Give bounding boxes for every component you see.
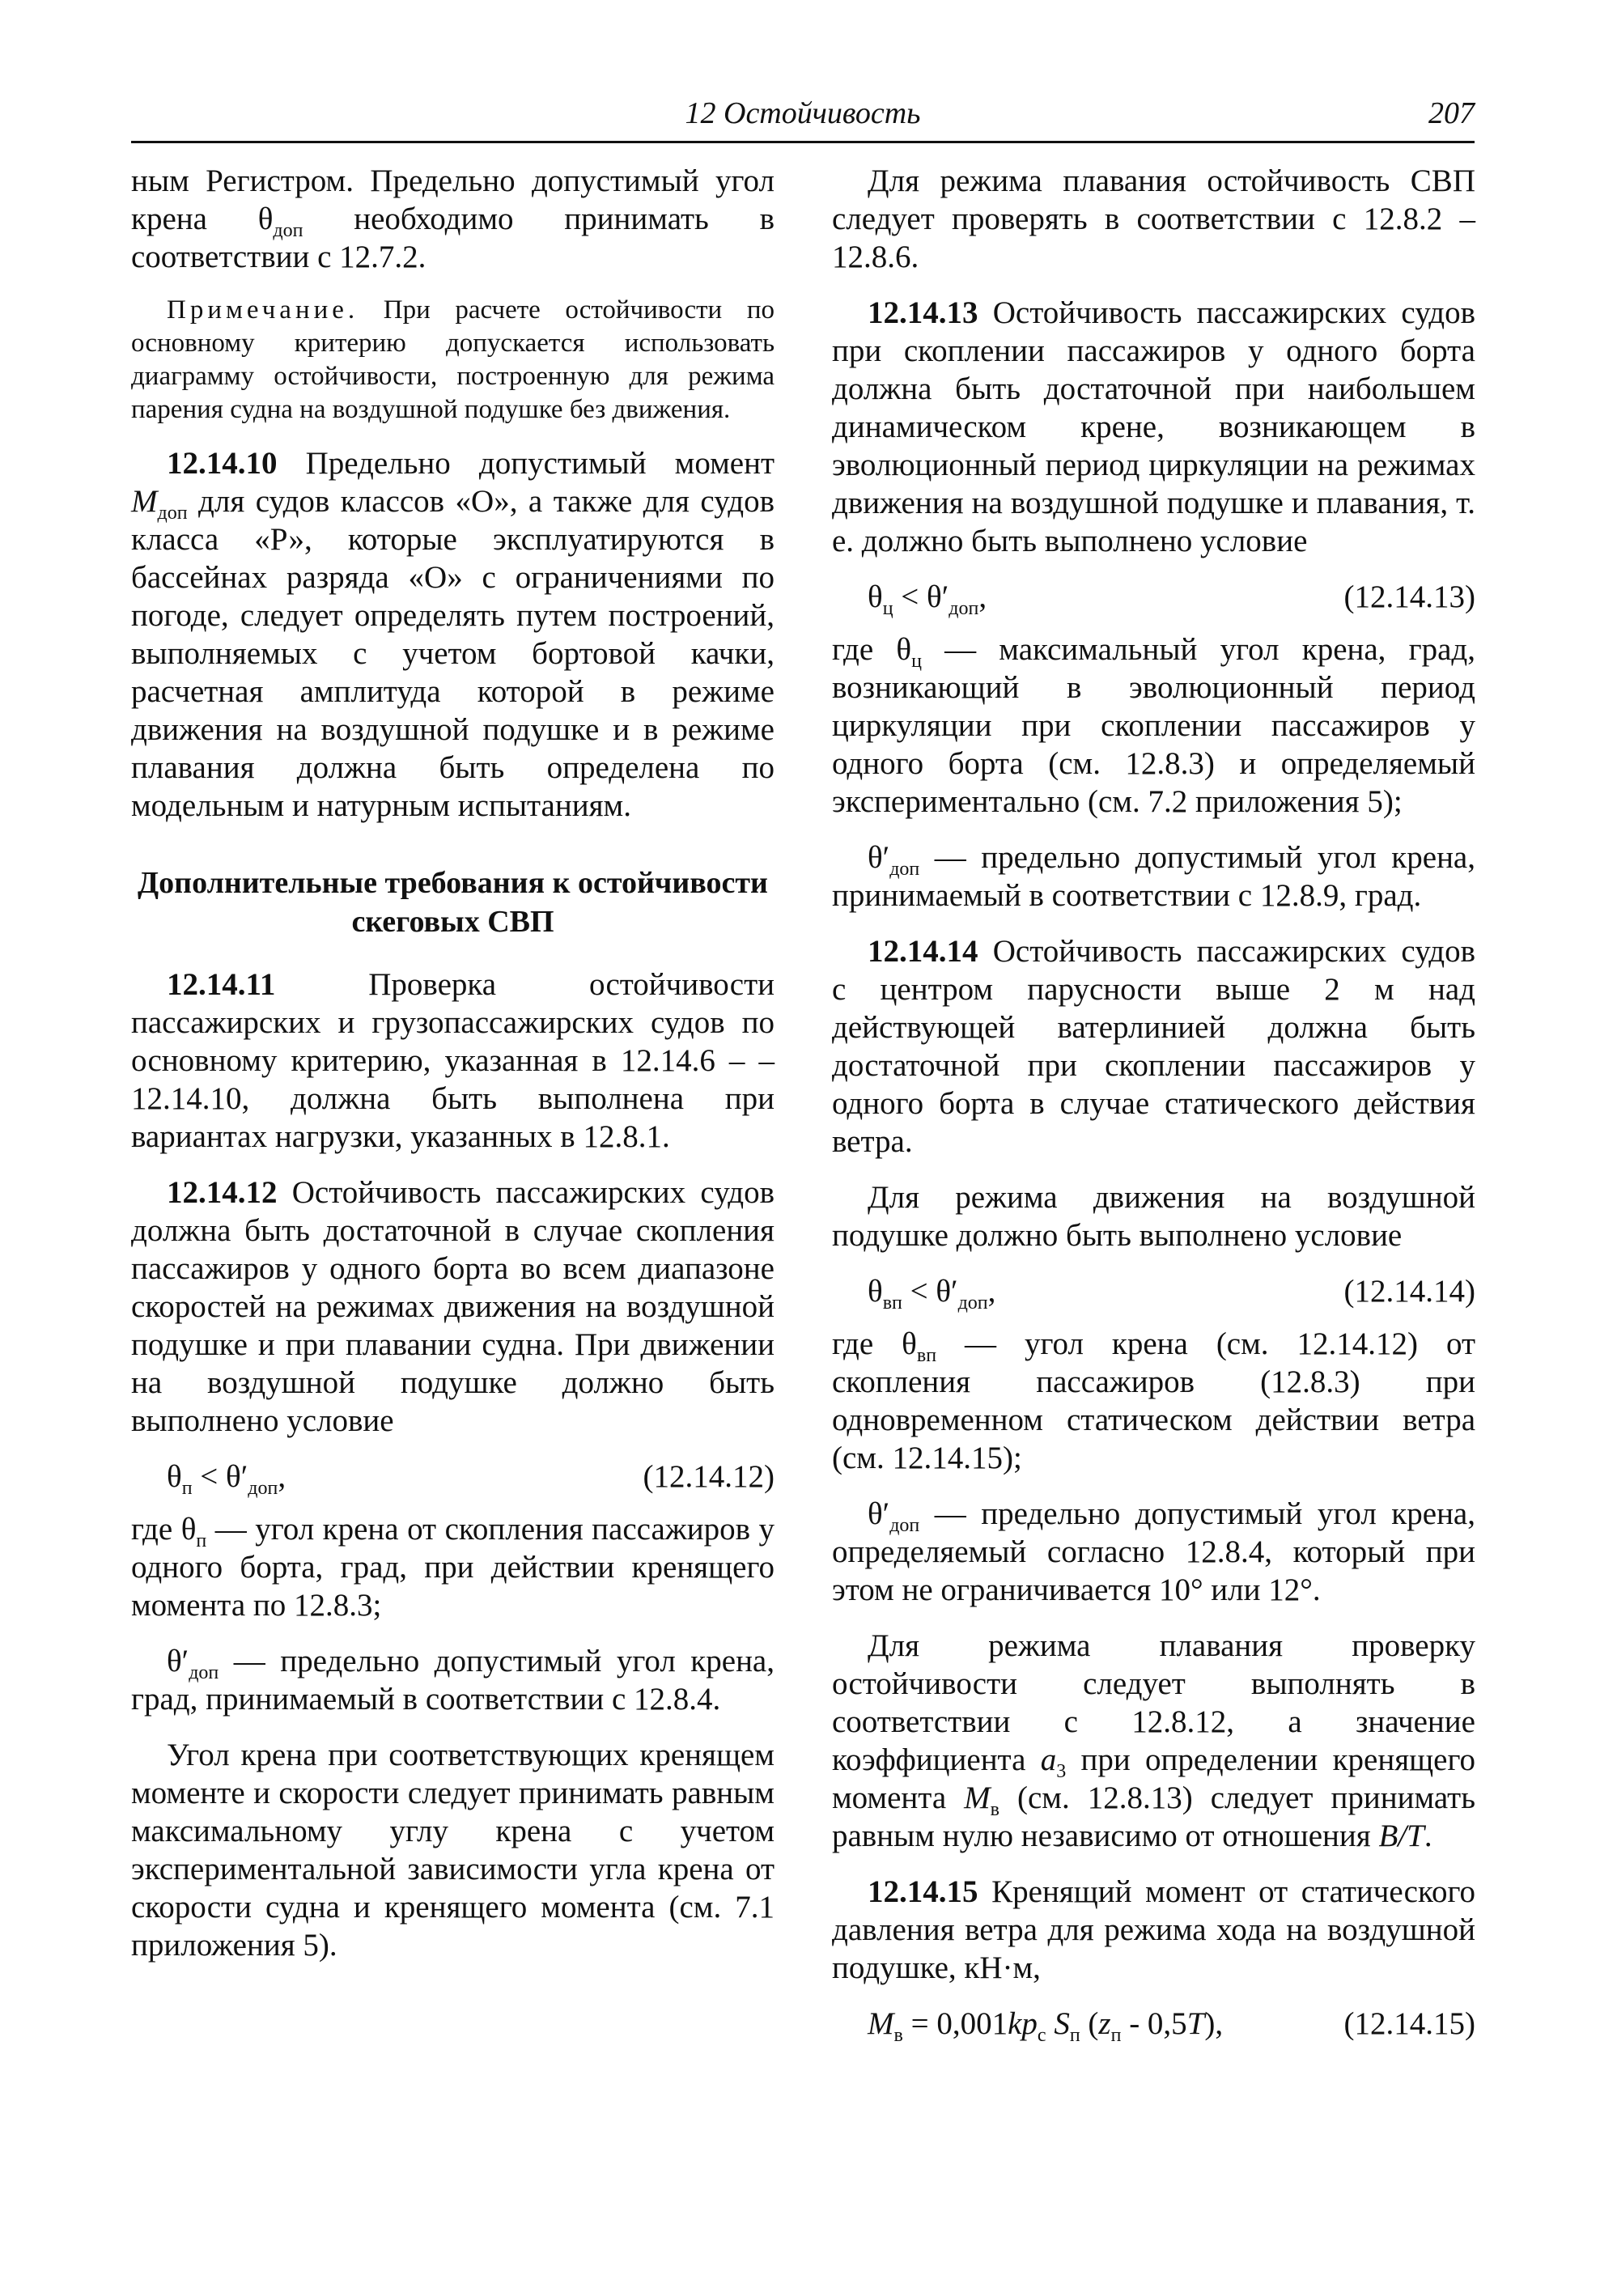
where-clause: где $\theta_п$ — угол крена от скопления пассажиров у одного борта, град, при действии кренящего момента по 12.8.3; [131,1512,775,1623]
clause-number: 12.14.11 [167,967,276,1002]
formula-expression: $\theta_ц < \theta'_{доп}$, [868,579,987,619]
running-title: 12 Остойчивость [685,96,921,130]
clause-number: 12.14.12 [167,1175,278,1210]
right-column [832,162,1475,2057]
clause-number: 12.14.13 [868,295,978,330]
formula-number: (12.14.13) [1343,579,1475,614]
formula-expression: $M_в = 0,001kp_с$ $S_п$ $(z_п - 0,5T)$, [868,2006,1224,2046]
page-header [131,95,1475,143]
section-heading: Дополнительные требования к остойчивости скеговых СВП [138,866,768,939]
paragraph-12-14-10: 12.14.10 Предельно допустимый момент $M_{доп}$ для судов классов «О», а также для судов класса «Р», которые эксплуатируются в бассейнах разряда «О» с ограничениями по погоде, следует определять путем построений, выполняемых с учетом бортовой качки, расчетная амплитуда которой в режиме движения на воздушной подушке и в режиме плавания должна быть определена по модельным и натурным испытаниям. [131,446,775,823]
paragraph-text: Для режима движения на воздушной подушке должно быть выполнено условие [832,1180,1475,1253]
left-column [131,162,775,1982]
where-clause: $\theta'_{доп}$ — предельно допустимый угол крена, град, принимаемый в соответствии с 12.8.4. [131,1644,775,1717]
paragraph-12-14-15: 12.14.15 Кренящий момент от статического давления ветра для режима хода на воздушной подушке, кН·м, [832,1874,1475,1985]
paragraph-12-14-11: 12.14.11 Проверка остойчивости пассажирских и грузопассажирских судов по основному критерию, указанная в 12.14.6 – – 12.14.10, должна быть выполнена при вариантах нагрузки, указанных в 12.8.1. [131,967,775,1154]
formula-number: (12.14.12) [643,1459,775,1494]
paragraph-text: Для режима плавания проверку остойчивости следует выполнять в соответствии с 12.8.12, а значение коэффициента $a_3$ при определении кренящего момента $M_в$ (см. 12.8.13) следует принимать равным нулю независимо от отношения B/T. [832,1628,1475,1853]
formula-expression: $\theta_п < \theta'_{доп}$, [167,1459,286,1499]
formula-12-14-12 [131,1458,775,1499]
formula-12-14-13 [832,578,1475,619]
formula-number: (12.14.14) [1343,1274,1475,1309]
paragraph-12-14-12: 12.14.12 Остойчивость пассажирских судов должна быть достаточной в случае скопления пассажиров у одного борта во всем диапазоне скоростей на режимах движения на воздушной подушке и при плавании судна. При движении на воздушной подушке должно быть выполнено условие [131,1175,775,1438]
page-number: 207 [1428,96,1475,130]
clause-number: 12.14.10 [167,446,278,481]
where-clause: где $\theta_ц$ — максимальный угол крена, град, возникающий в эволюционный период циркуляции при скоплении пассажиров у одного борта (см. 12.8.3) и определяемый экспериментально (см. 7.2 приложения 5); [832,632,1476,819]
note-paragraph: Примечание. При расчете остойчивости по основному критерию допускается использовать диаграмму остойчивости, построенную для режима парения судна на воздушной подушке без движения. [131,295,775,424]
paragraph-12-14-13: 12.14.13 Остойчивость пассажирских судов при скоплении пассажиров у одного борта должна быть достаточной при наибольшем динамическом крене, возникающем в эволюционный период циркуляции на режимах движения на воздушной подушке и плавания, т. е. должно быть выполнено условие [832,295,1475,558]
where-clause: где $\theta_{вп}$ — угол крена (см. 12.14.12) от скопления пассажиров (12.8.3) при одновременном статическом действии ветра (см. 12.14.15); [832,1326,1476,1475]
formula-expression: $\theta_{вп} < \theta'_{доп}$, [868,1274,996,1314]
paragraph-text: Угол крена при соответствующих кренящем моменте и скорости следует принимать равным максимальному углу крена с учетом экспериментальной зависимости угла крена от скорости судна и кренящего момента (см. 7.1 приложения 5). [131,1738,775,1963]
where-clause: $\theta'_{доп}$ — предельно допустимый угол крена, определяемый согласно 12.8.4, который при этом не ограничивается 10° или 12°. [832,1496,1475,1607]
formula-number: (12.14.15) [1343,2006,1475,2041]
clause-number: 12.14.14 [868,934,978,969]
where-clause: $\theta'_{доп}$ — предельно допустимый угол крена, принимаемый в соответствии с 12.8.9, град. [832,840,1475,913]
note-label: Примечание. [167,295,359,325]
formula-12-14-14 [832,1272,1475,1314]
clause-number: 12.14.15 [868,1874,978,1909]
paragraph-continuation: ным Регистром. Предельно допустимый угол крена $\theta_{доп}$ необходимо принимать в соответствии с 12.7.2. [131,163,775,274]
formula-12-14-15 [832,2005,1475,2046]
paragraph-12-14-14: 12.14.14 Остойчивость пассажирских судов с центром парусности выше 2 м над действующей ватерлинией должна быть достаточной при скоплении пассажиров у одного борта в случае статического действия ветра. [832,934,1475,1159]
paragraph-text: Для режима плавания остойчивость СВП следует проверять в соответствии с 12.8.2 – 12.8.6. [832,163,1475,274]
